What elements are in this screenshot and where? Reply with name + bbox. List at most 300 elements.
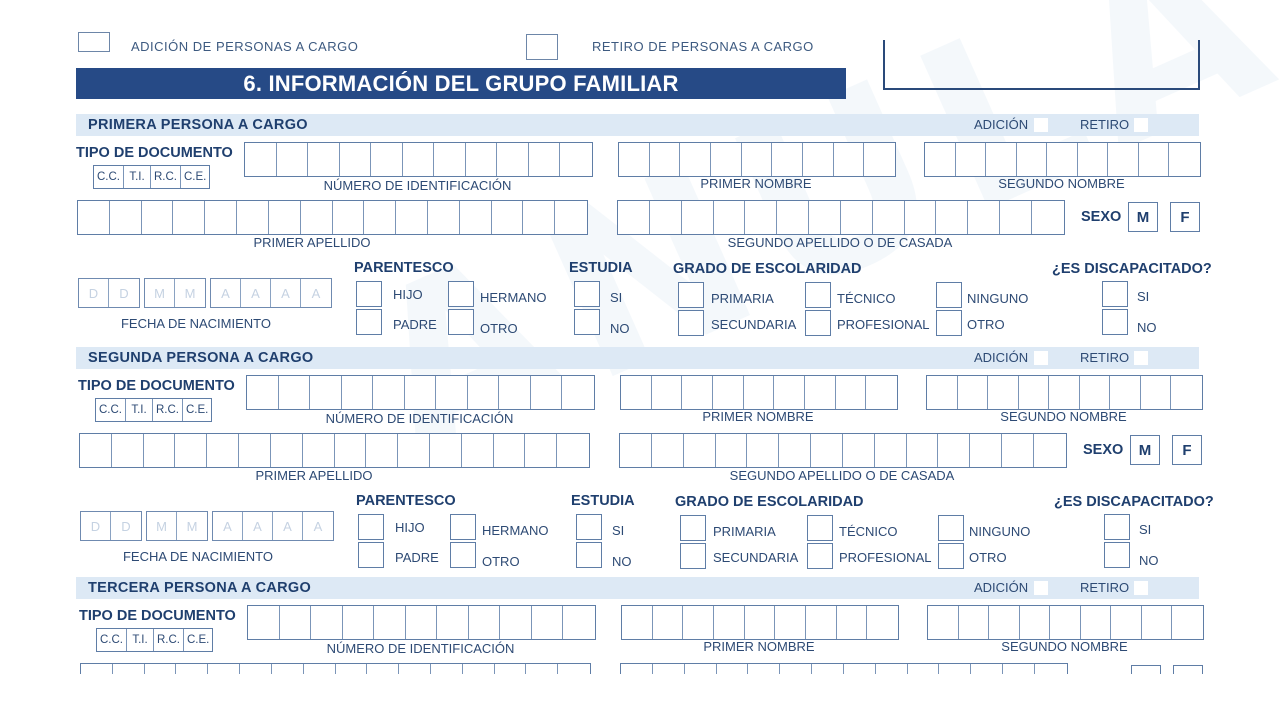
person-2-segundo-nombre-grid-cell[interactable] [1080, 376, 1111, 409]
person-2-discapacitado-no-checkbox[interactable] [1104, 542, 1130, 568]
person-3-tipo-documento-label: TIPO DE DOCUMENTO [79, 608, 236, 624]
person-2-otro-esc-checkbox[interactable] [938, 543, 964, 569]
person-1-segundo-apellido-grid-cell[interactable] [682, 201, 714, 234]
person-1-primer-nombre-grid-cell[interactable] [742, 143, 773, 176]
person-1-padre-label: PADRE [393, 317, 437, 332]
person-3-numero-identificacion-grid-cell[interactable] [469, 606, 501, 639]
person-1-sexo-f-box[interactable]: F [1170, 202, 1200, 232]
person-2-primer-apellido-grid-cell[interactable] [525, 434, 557, 467]
person-1-discapacitado-label: ¿ES DISCAPACITADO? [1052, 261, 1212, 277]
person-2-segundo-nombre-grid-cell[interactable] [1110, 376, 1141, 409]
person-2-fecha-group[interactable] [212, 511, 334, 541]
person-3-segundo-nombre-grid-cell[interactable] [1020, 606, 1051, 639]
person-2-segundo-apellido-grid-cell[interactable] [970, 434, 1002, 467]
person-2-discapacitado-si-checkbox[interactable] [1104, 514, 1130, 540]
person-1-primer-nombre-grid-cell[interactable] [772, 143, 803, 176]
person-3-numero-identificacion-grid[interactable] [247, 605, 596, 640]
person-2-primer-nombre-grid-cell[interactable] [836, 376, 867, 409]
person-2-segundo-apellido-grid-cell[interactable] [1034, 434, 1066, 467]
person-1-sexo-label: SEXO [1081, 209, 1122, 225]
person-2-segundo-apellido-grid-cell[interactable] [716, 434, 748, 467]
person-1-numero-identificacion-grid-cell[interactable] [340, 143, 372, 176]
person-2-segundo-apellido-grid-cell[interactable] [843, 434, 875, 467]
person-1-numero-identificacion-grid[interactable] [244, 142, 593, 177]
person-2-fecha-cell[interactable]: D [121, 518, 131, 534]
person-2-estudia-label: ESTUDIA [571, 493, 635, 509]
person-2-primer-nombre-grid-cell[interactable] [682, 376, 713, 409]
person-3-primer-nombre-grid-cell[interactable] [714, 606, 745, 639]
person-1-parentesco-label: PARENTESCO [354, 260, 454, 276]
person-3-primer-nombre-grid-cell[interactable] [775, 606, 806, 639]
person-2-primer-apellido-grid-cell[interactable] [80, 434, 112, 467]
person-2-otro-label: OTRO [482, 554, 520, 569]
person-2-primer-nombre-grid-cell[interactable] [805, 376, 836, 409]
person-2-fecha-cell[interactable]: A [313, 518, 323, 534]
person-3-primer-nombre-grid[interactable] [621, 605, 899, 640]
person-2-doc-type-option[interactable]: C.E. [186, 404, 209, 416]
person-3-numero-identificacion-grid-cell[interactable] [406, 606, 438, 639]
person-1-segundo-apellido-grid-cell[interactable] [809, 201, 841, 234]
person-2-hermano-label: HERMANO [482, 523, 549, 538]
person-2-segundo-nombre-grid-cell[interactable] [958, 376, 989, 409]
person-2-numero-identificacion-grid-cell[interactable] [468, 376, 500, 409]
top-right-box [883, 40, 1200, 90]
person-2-primaria-label: PRIMARIA [713, 524, 776, 539]
person-1-estudia-no-label: NO [610, 321, 630, 336]
person-2-numero-identificacion-caption: NÚMERO DE IDENTIFICACIÓN [325, 411, 514, 426]
person-1-segundo-nombre-grid-cell[interactable] [1139, 143, 1170, 176]
person-1-fecha-cell[interactable]: A [211, 279, 241, 307]
person-1-estudia-si-label: SI [610, 290, 623, 305]
person-1-title: PRIMERA PERSONA A CARGO [88, 117, 308, 133]
person-2-numero-identificacion-grid-cell[interactable] [531, 376, 563, 409]
person-2-tipo-documento-label: TIPO DE DOCUMENTO [78, 378, 235, 394]
person-2-fecha-cell[interactable]: A [213, 512, 243, 540]
person-1-otro-checkbox[interactable] [448, 309, 474, 335]
person-2-primer-apellido-grid[interactable] [79, 433, 590, 468]
person-1-doc-type-option[interactable]: C.C. [94, 166, 124, 188]
person-1-segundo-apellido-grid-cell[interactable] [777, 201, 809, 234]
person-2-fecha-cell[interactable]: M [186, 518, 198, 534]
person-2-segundo-nombre-grid-cell[interactable] [1171, 376, 1202, 409]
person-2-estudia-no-label: NO [612, 554, 632, 569]
person-2-tecnico-checkbox[interactable] [807, 515, 833, 541]
person-3-segundo-nombre-grid-cell[interactable] [928, 606, 959, 639]
person-1-primer-apellido-grid-cell[interactable] [173, 201, 205, 234]
person-1-estudia-label: ESTUDIA [569, 260, 633, 276]
person-1-fecha-cell[interactable]: D [79, 279, 109, 307]
person-3-primer-nombre-grid-cell[interactable] [867, 606, 898, 639]
person-2-fecha-nacimiento-grid[interactable] [80, 511, 338, 541]
person-3-adicion-label: ADICIÓN [974, 580, 1029, 595]
person-3-numero-identificacion-grid-cell[interactable] [343, 606, 375, 639]
person-1-primer-apellido-grid-cell[interactable] [333, 201, 365, 234]
person-1-fecha-cell[interactable]: A [311, 285, 321, 301]
section-title: 6. INFORMACIÓN DEL GRUPO FAMILIAR [76, 68, 846, 99]
person-1-adicion-label: ADICIÓN [974, 117, 1029, 132]
person-2-hijo-label: HIJO [395, 520, 425, 535]
person-1-primer-apellido-grid-cell[interactable] [460, 201, 492, 234]
person-3-doc-type-option[interactable]: R.C. [154, 629, 184, 651]
person-2-segundo-nombre-grid[interactable] [926, 375, 1203, 410]
person-1-fecha-group[interactable] [210, 278, 332, 308]
person-2-segundo-apellido-grid-cell[interactable] [1002, 434, 1034, 467]
person-2-primer-apellido-grid-cell[interactable] [462, 434, 494, 467]
person-1-primer-nombre-grid[interactable] [618, 142, 896, 177]
person-1-primer-nombre-grid-cell[interactable] [680, 143, 711, 176]
person-2-numero-identificacion-grid-cell[interactable] [247, 376, 279, 409]
person-2-grado-escolaridad-label: GRADO DE ESCOLARIDAD [675, 494, 864, 510]
person-3-segundo-nombre-grid-cell[interactable] [1050, 606, 1081, 639]
person-2-segundo-apellido-grid-cell[interactable] [811, 434, 843, 467]
person-1-secundaria-label: SECUNDARIA [711, 317, 797, 332]
person-2-numero-identificacion-grid-cell[interactable] [310, 376, 342, 409]
person-3-numero-identificacion-grid-cell[interactable] [563, 606, 595, 639]
person-2-numero-identificacion-grid-cell[interactable] [562, 376, 594, 409]
person-1-tecnico-checkbox[interactable] [805, 282, 831, 308]
person-1-grado-escolaridad-label: GRADO DE ESCOLARIDAD [673, 261, 862, 277]
person-2-segundo-apellido-grid-cell[interactable] [652, 434, 684, 467]
person-2-numero-identificacion-grid-cell[interactable] [342, 376, 374, 409]
person-2-retiro-label: RETIRO [1080, 350, 1130, 365]
person-2-doc-type-selector[interactable] [95, 398, 212, 422]
person-3-segundo-nombre-grid-cell[interactable] [989, 606, 1020, 639]
person-2-segundo-apellido-grid-cell[interactable] [907, 434, 939, 467]
person-2-fecha-cell[interactable]: A [273, 512, 303, 540]
person-2-primer-apellido-grid-cell[interactable] [175, 434, 207, 467]
person-3-numero-identificacion-grid-cell[interactable] [374, 606, 406, 639]
person-1-discapacitado-si-checkbox[interactable] [1102, 281, 1128, 307]
person-3-numero-identificacion-grid-cell[interactable] [280, 606, 312, 639]
person-1-fecha-group[interactable] [144, 278, 206, 308]
person-3-doc-type-selector[interactable] [96, 628, 213, 652]
person-3-primer-nombre-grid-cell[interactable] [622, 606, 653, 639]
person-2-primer-apellido-grid-cell[interactable] [494, 434, 526, 467]
person-2-segundo-nombre-grid-cell[interactable] [1141, 376, 1172, 409]
person-1-segundo-apellido-grid-cell[interactable] [1000, 201, 1032, 234]
person-2-primaria-checkbox[interactable] [680, 515, 706, 541]
person-2-profesional-checkbox[interactable] [807, 543, 833, 569]
person-2-primer-apellido-grid-cell[interactable] [335, 434, 367, 467]
person-1-fecha-nacimiento-caption: FECHA DE NACIMIENTO [120, 316, 271, 331]
person-2-segundo-nombre-grid-cell[interactable] [927, 376, 958, 409]
person-2-secundaria-checkbox[interactable] [680, 543, 706, 569]
retiro-personas-label: RETIRO DE PERSONAS A CARGO [592, 39, 814, 54]
person-3-primer-nombre-caption: PRIMER NOMBRE [703, 639, 815, 654]
person-1-primer-nombre-grid-cell[interactable] [619, 143, 650, 176]
person-2-ninguno-label: NINGUNO [969, 524, 1031, 539]
person-2-padre-checkbox[interactable] [358, 542, 384, 568]
person-1-adicion-checkbox[interactable] [1034, 118, 1048, 132]
person-2-doc-type-option[interactable]: C.C. [96, 399, 126, 421]
person-1-primer-apellido-grid-cell[interactable] [428, 201, 460, 234]
person-2-segundo-apellido-grid-cell[interactable] [747, 434, 779, 467]
person-2-sexo-label: SEXO [1083, 442, 1124, 458]
person-1-retiro-label: RETIRO [1080, 117, 1130, 132]
person-2-hijo-checkbox[interactable] [358, 514, 384, 540]
person-2-estudia-si-checkbox[interactable] [576, 514, 602, 540]
person-2-primer-apellido-grid-cell[interactable] [557, 434, 589, 467]
person-2-title: SEGUNDA PERSONA A CARGO [88, 350, 314, 366]
person-1-numero-identificacion-grid-cell[interactable] [560, 143, 592, 176]
person-1-fecha-cell[interactable]: M [184, 285, 196, 301]
person-1-primer-apellido-grid[interactable] [77, 200, 588, 235]
person-1-numero-identificacion-caption: NÚMERO DE IDENTIFICACIÓN [323, 178, 512, 193]
person-2-primer-apellido-grid-cell[interactable] [271, 434, 303, 467]
person-1-profesional-checkbox[interactable] [805, 310, 831, 336]
person-1-numero-identificacion-grid-cell[interactable] [371, 143, 403, 176]
person-2-segundo-apellido-grid[interactable] [619, 433, 1067, 468]
person-1-estudia-si-checkbox[interactable] [574, 281, 600, 307]
person-2-segundo-nombre-grid-cell[interactable] [1019, 376, 1050, 409]
person-2-numero-identificacion-grid-cell[interactable] [373, 376, 405, 409]
person-2-fecha-cell[interactable]: A [243, 512, 273, 540]
person-1-doc-type-option[interactable]: C.E. [184, 171, 207, 183]
person-1-hijo-label: HIJO [393, 287, 423, 302]
person-3-segundo-nombre-caption: SEGUNDO NOMBRE [1001, 639, 1128, 654]
person-2-discapacitado-si-label: SI [1139, 522, 1152, 537]
person-3-primer-nombre-grid-cell[interactable] [806, 606, 837, 639]
person-1-numero-identificacion-grid-cell[interactable] [245, 143, 277, 176]
person-3-numero-identificacion-grid-cell[interactable] [500, 606, 532, 639]
person-1-otro-esc-checkbox[interactable] [936, 310, 962, 336]
person-1-discapacitado-no-checkbox[interactable] [1102, 309, 1128, 335]
person-3-primer-nombre-grid-cell[interactable] [653, 606, 684, 639]
person-2-otro-esc-label: OTRO [969, 550, 1007, 565]
person-3-doc-type-option[interactable]: C.E. [187, 634, 210, 646]
person-2-segundo-apellido-grid-cell[interactable] [620, 434, 652, 467]
person-1-segundo-apellido-grid-cell[interactable] [936, 201, 968, 234]
person-1-primer-nombre-grid-cell[interactable] [711, 143, 742, 176]
person-1-segundo-apellido-grid-cell[interactable] [714, 201, 746, 234]
person-1-secundaria-checkbox[interactable] [678, 310, 704, 336]
person-2-primer-nombre-grid-cell[interactable] [652, 376, 683, 409]
person-1-segundo-apellido-grid-cell[interactable] [1032, 201, 1064, 234]
person-1-hermano-label: HERMANO [480, 290, 547, 305]
person-1-primer-apellido-grid-cell[interactable] [364, 201, 396, 234]
person-2-primer-apellido-grid-cell[interactable] [398, 434, 430, 467]
person-1-primer-apellido-grid-cell[interactable] [396, 201, 428, 234]
person-2-segundo-nombre-grid-cell[interactable] [988, 376, 1019, 409]
person-2-padre-label: PADRE [395, 550, 439, 565]
person-3-retiro-label: RETIRO [1080, 580, 1130, 595]
person-1-discapacitado-no-label: NO [1137, 320, 1157, 335]
person-1-hermano-checkbox[interactable] [448, 281, 474, 307]
person-2-secundaria-label: SECUNDARIA [713, 550, 799, 565]
person-1-primer-nombre-grid-cell[interactable] [834, 143, 865, 176]
person-1-otro-label: OTRO [480, 321, 518, 336]
person-1-segundo-nombre-grid-cell[interactable] [956, 143, 987, 176]
person-1-ninguno-label: NINGUNO [967, 291, 1029, 306]
person-1-tecnico-label: TÉCNICO [837, 291, 896, 306]
person-3-numero-identificacion-grid-cell[interactable] [311, 606, 343, 639]
person-2-primer-apellido-grid-cell[interactable] [144, 434, 176, 467]
person-2-fecha-group[interactable] [80, 511, 142, 541]
person-3-primer-nombre-grid-cell[interactable] [745, 606, 776, 639]
person-3-adicion-checkbox[interactable] [1034, 581, 1048, 595]
person-1-segundo-nombre-caption: SEGUNDO NOMBRE [998, 176, 1125, 191]
person-2-sexo-f-box[interactable]: F [1172, 435, 1202, 465]
person-2-primer-apellido-grid-cell[interactable] [303, 434, 335, 467]
person-3-doc-type-option[interactable]: T.I. [127, 629, 154, 651]
person-1-fecha-cell[interactable]: A [241, 279, 271, 307]
person-1-fecha-group[interactable] [78, 278, 140, 308]
person-3-header [76, 577, 1199, 599]
person-1-doc-type-option[interactable]: R.C. [151, 166, 181, 188]
person-1-numero-identificacion-grid-cell[interactable] [497, 143, 529, 176]
person-1-segundo-apellido-grid-cell[interactable] [745, 201, 777, 234]
person-2-discapacitado-no-label: NO [1139, 553, 1159, 568]
person-3-numero-identificacion-grid-cell[interactable] [532, 606, 564, 639]
person-1-ninguno-checkbox[interactable] [936, 282, 962, 308]
person-1-numero-identificacion-grid-cell[interactable] [466, 143, 498, 176]
person-1-segundo-nombre-grid-cell[interactable] [1108, 143, 1139, 176]
person-1-primer-nombre-grid-cell[interactable] [650, 143, 681, 176]
person-1-segundo-apellido-grid-cell[interactable] [905, 201, 937, 234]
person-1-fecha-cell[interactable]: D [119, 285, 129, 301]
person-3-primer-nombre-grid-cell[interactable] [683, 606, 714, 639]
person-2-primer-nombre-grid[interactable] [620, 375, 898, 410]
person-1-header [76, 114, 1199, 136]
person-2-sexo-m-box[interactable]: M [1130, 435, 1160, 465]
person-2-segundo-apellido-grid-cell[interactable] [938, 434, 970, 467]
person-2-segundo-apellido-grid-cell[interactable] [684, 434, 716, 467]
person-2-doc-type-option[interactable]: R.C. [153, 399, 183, 421]
person-3-segundo-nombre-grid-cell[interactable] [959, 606, 990, 639]
person-2-segundo-apellido-grid-cell[interactable] [779, 434, 811, 467]
person-2-numero-identificacion-grid-cell[interactable] [436, 376, 468, 409]
person-2-numero-identificacion-grid-cell[interactable] [499, 376, 531, 409]
person-1-estudia-no-checkbox[interactable] [574, 309, 600, 335]
person-1-doc-type-selector[interactable] [93, 165, 210, 189]
person-1-segundo-nombre-grid[interactable] [924, 142, 1201, 177]
person-1-segundo-nombre-grid-cell[interactable] [1047, 143, 1078, 176]
person-1-segundo-apellido-grid-cell[interactable] [873, 201, 905, 234]
person-2-fecha-cell[interactable]: D [81, 512, 111, 540]
person-1-primer-nombre-grid-cell[interactable] [864, 143, 895, 176]
person-1-segundo-nombre-grid-cell[interactable] [925, 143, 956, 176]
person-2-doc-type-option[interactable]: T.I. [126, 399, 153, 421]
person-2-numero-identificacion-grid[interactable] [246, 375, 595, 410]
person-2-primer-apellido-grid-cell[interactable] [207, 434, 239, 467]
person-1-numero-identificacion-grid-cell[interactable] [403, 143, 435, 176]
person-3-retiro-checkbox[interactable] [1134, 581, 1148, 595]
person-2-segundo-apellido-caption: SEGUNDO APELLIDO O DE CASADA [729, 468, 955, 483]
person-2-primer-nombre-grid-cell[interactable] [744, 376, 775, 409]
person-1-retiro-checkbox[interactable] [1134, 118, 1148, 132]
person-2-discapacitado-label: ¿ES DISCAPACITADO? [1054, 494, 1214, 510]
person-3-segundo-nombre-grid-cell[interactable] [1111, 606, 1142, 639]
person-1-doc-type-option[interactable]: T.I. [124, 166, 151, 188]
person-3-title: TERCERA PERSONA A CARGO [88, 580, 312, 596]
person-1-numero-identificacion-grid-cell[interactable] [434, 143, 466, 176]
person-2-estudia-si-label: SI [612, 523, 625, 538]
person-1-primer-apellido-grid-cell[interactable] [205, 201, 237, 234]
person-1-fecha-cell[interactable]: M [145, 279, 175, 307]
retiro-personas-checkbox[interactable] [526, 34, 558, 60]
person-2-primer-apellido-grid-cell[interactable] [366, 434, 398, 467]
person-1-primer-apellido-caption: PRIMER APELLIDO [253, 235, 371, 250]
person-2-numero-identificacion-grid-cell[interactable] [405, 376, 437, 409]
person-1-numero-identificacion-grid-cell[interactable] [308, 143, 340, 176]
person-1-segundo-apellido-grid-cell[interactable] [968, 201, 1000, 234]
person-2-hermano-checkbox[interactable] [450, 514, 476, 540]
person-1-primer-apellido-grid-cell[interactable] [269, 201, 301, 234]
person-2-primer-nombre-grid-cell[interactable] [713, 376, 744, 409]
person-1-primer-apellido-grid-cell[interactable] [492, 201, 524, 234]
person-2-segundo-apellido-grid-cell[interactable] [875, 434, 907, 467]
person-2-adicion-checkbox[interactable] [1034, 351, 1048, 365]
person-1-fecha-nacimiento-grid[interactable] [78, 278, 336, 308]
person-3-doc-type-option[interactable]: C.C. [97, 629, 127, 651]
person-1-segundo-apellido-caption: SEGUNDO APELLIDO O DE CASADA [727, 235, 953, 250]
adicion-personas-checkbox[interactable] [78, 32, 110, 52]
person-1-otro-esc-label: OTRO [967, 317, 1005, 332]
person-1-segundo-apellido-grid-cell[interactable] [618, 201, 650, 234]
person-1-primer-apellido-grid-cell[interactable] [301, 201, 333, 234]
person-1-segundo-apellido-grid-cell[interactable] [650, 201, 682, 234]
person-1-sexo-m-box[interactable]: M [1128, 202, 1158, 232]
person-1-primer-nombre-grid-cell[interactable] [803, 143, 834, 176]
person-2-otro-checkbox[interactable] [450, 542, 476, 568]
person-2-fecha-group[interactable] [146, 511, 208, 541]
person-1-segundo-nombre-grid-cell[interactable] [986, 143, 1017, 176]
person-1-primer-apellido-grid-cell[interactable] [523, 201, 555, 234]
person-3-numero-identificacion-grid-cell[interactable] [437, 606, 469, 639]
person-3-segundo-nombre-grid[interactable] [927, 605, 1204, 640]
person-1-padre-checkbox[interactable] [356, 309, 382, 335]
person-2-fecha-nacimiento-caption: FECHA DE NACIMIENTO [122, 549, 273, 564]
person-1-segundo-nombre-grid-cell[interactable] [1017, 143, 1048, 176]
person-2-primer-apellido-grid-cell[interactable] [239, 434, 271, 467]
person-2-primer-apellido-grid-cell[interactable] [430, 434, 462, 467]
person-2-ninguno-checkbox[interactable] [938, 515, 964, 541]
person-1-numero-identificacion-grid-cell[interactable] [277, 143, 309, 176]
person-1-segundo-nombre-grid-cell[interactable] [1169, 143, 1200, 176]
person-2-primer-apellido-grid-cell[interactable] [112, 434, 144, 467]
person-3-segundo-nombre-grid-cell[interactable] [1142, 606, 1173, 639]
person-1-primer-apellido-grid-cell[interactable] [555, 201, 587, 234]
person-2-primer-nombre-grid-cell[interactable] [621, 376, 652, 409]
person-2-parentesco-label: PARENTESCO [356, 493, 456, 509]
person-3-segundo-nombre-grid-cell[interactable] [1081, 606, 1112, 639]
person-1-primer-apellido-grid-cell[interactable] [110, 201, 142, 234]
person-3-primer-nombre-grid-cell[interactable] [837, 606, 868, 639]
person-2-primer-nombre-grid-cell[interactable] [866, 376, 897, 409]
person-2-primer-nombre-grid-cell[interactable] [774, 376, 805, 409]
person-1-primer-apellido-grid-cell[interactable] [78, 201, 110, 234]
person-3-segundo-nombre-grid-cell[interactable] [1172, 606, 1203, 639]
person-2-fecha-cell[interactable]: M [147, 512, 177, 540]
person-1-fecha-cell[interactable]: A [271, 279, 301, 307]
person-1-hijo-checkbox[interactable] [356, 281, 382, 307]
person-3-numero-identificacion-grid-cell[interactable] [248, 606, 280, 639]
person-1-primer-apellido-grid-cell[interactable] [142, 201, 174, 234]
person-1-segundo-nombre-grid-cell[interactable] [1078, 143, 1109, 176]
person-1-primer-nombre-caption: PRIMER NOMBRE [700, 176, 812, 191]
person-1-discapacitado-si-label: SI [1137, 289, 1150, 304]
person-1-primaria-checkbox[interactable] [678, 282, 704, 308]
person-2-retiro-checkbox[interactable] [1134, 351, 1148, 365]
person-2-segundo-nombre-grid-cell[interactable] [1049, 376, 1080, 409]
person-1-numero-identificacion-grid-cell[interactable] [529, 143, 561, 176]
person-1-segundo-apellido-grid-cell[interactable] [841, 201, 873, 234]
person-1-primaria-label: PRIMARIA [711, 291, 774, 306]
person-1-primer-apellido-grid-cell[interactable] [237, 201, 269, 234]
person-1-segundo-apellido-grid[interactable] [617, 200, 1065, 235]
person-2-estudia-no-checkbox[interactable] [576, 542, 602, 568]
person-2-numero-identificacion-grid-cell[interactable] [279, 376, 311, 409]
